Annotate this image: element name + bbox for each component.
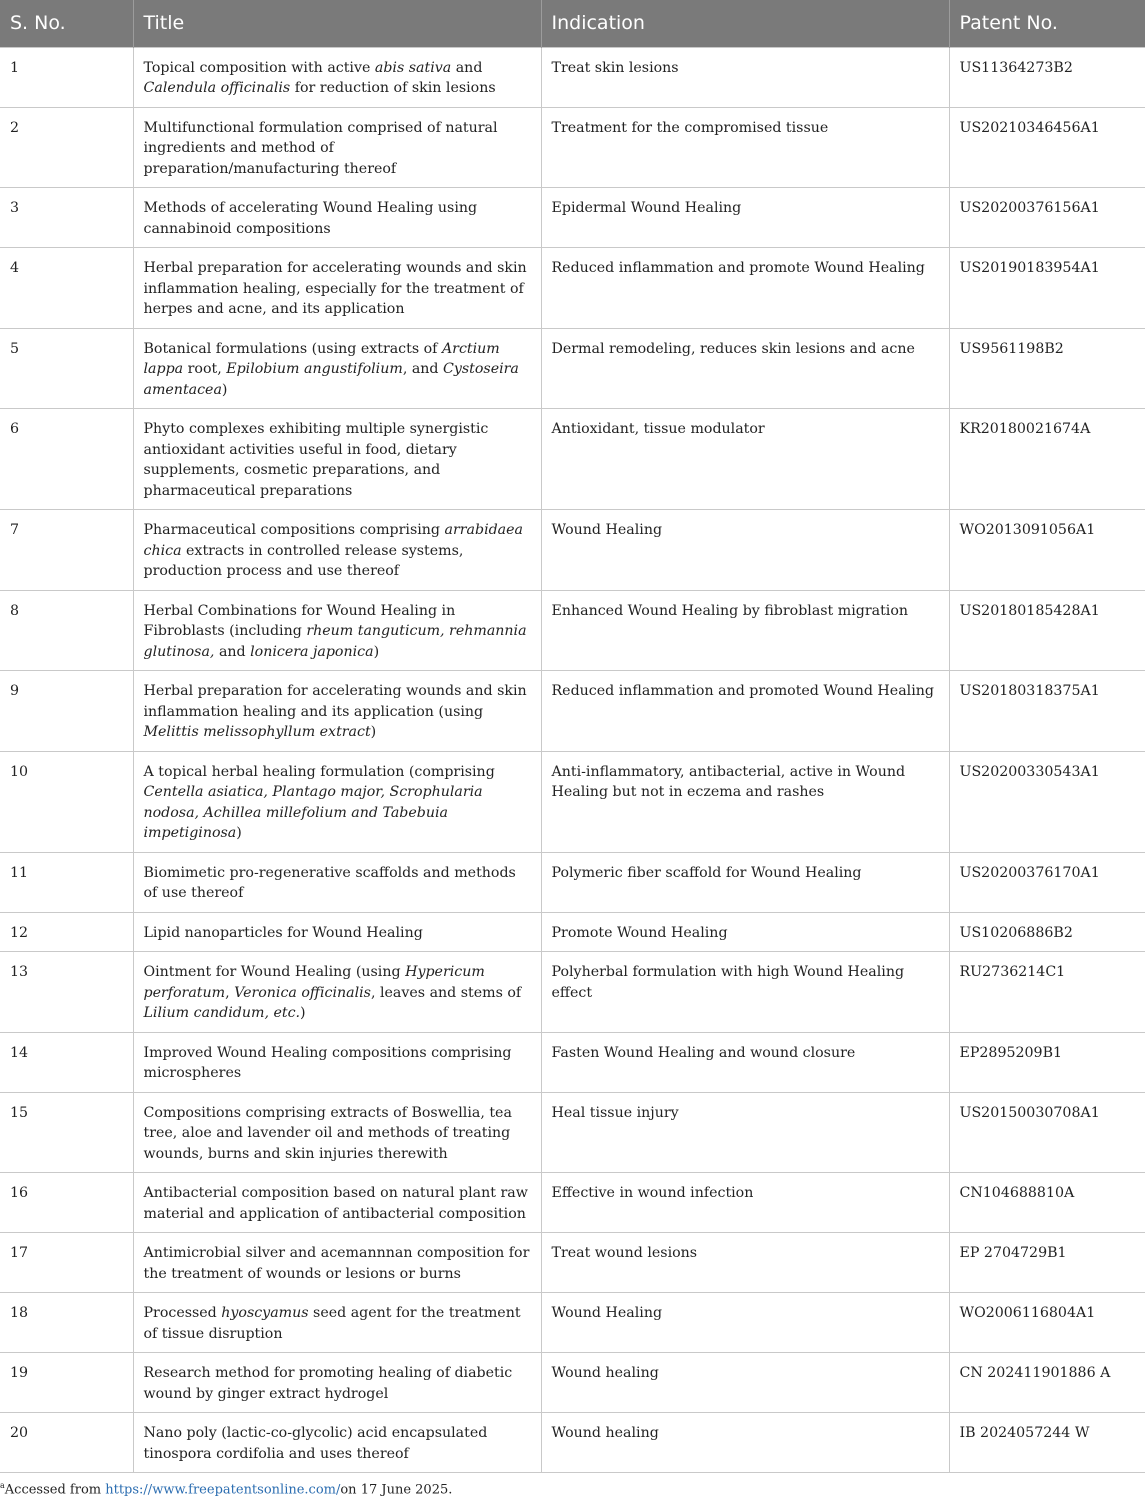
header-title: Title [133, 0, 541, 47]
cell-patent-no: CN104688810A [949, 1173, 1145, 1233]
table-row [0, 751, 1145, 852]
title-segment: extracts in controlled release systems, production process and use thereof [143, 542, 464, 579]
cell-patent-no: US9561198B2 [949, 328, 1145, 409]
cell-sno: 15 [0, 1092, 133, 1173]
title-segment: A topical herbal healing formulation (comprising [143, 763, 495, 780]
cell-indication: Wound healing [541, 1413, 949, 1473]
cell-patent-no: RU2736214C1 [949, 952, 1145, 1033]
cell-patent-no: US10206886B2 [949, 912, 1145, 952]
cell-title [133, 328, 541, 409]
cell-title [133, 188, 541, 248]
cell-patent-no: US20200330543A1 [949, 751, 1145, 852]
title-segment: and [451, 59, 483, 76]
cell-indication: Dermal remodeling, reduces skin lesions and acne [541, 328, 949, 409]
cell-sno: 12 [0, 912, 133, 952]
title-italic-segment: abis sativa [374, 59, 452, 76]
title-segment: Methods of accelerating Wound Healing using cannabinoid compositions [143, 200, 478, 237]
cell-indication: Reduced inflammation and promote Wound Healing [541, 248, 949, 329]
title-segment: for reduction of skin lesions [290, 80, 496, 96]
title-italic-segment: Melittis melissophyllum extract [143, 724, 371, 740]
cell-patent-no: US20200376170A1 [949, 852, 1145, 912]
title-segment: Topical composition with active [143, 59, 375, 76]
cell-sno: 2 [0, 107, 133, 188]
table-row [0, 1293, 1145, 1353]
cell-sno: 4 [0, 248, 133, 329]
title-segment: and [214, 643, 251, 660]
cell-indication: Effective in wound infection [541, 1173, 949, 1233]
title-italic-segment: Lilium candidum, etc. [143, 1005, 301, 1021]
title-segment: ) [370, 724, 377, 740]
footnote [0, 1473, 1145, 1497]
cell-indication: Reduced inflammation and promoted Wound Healing [541, 671, 949, 752]
cell-title [133, 590, 541, 671]
cell-sno: 11 [0, 852, 133, 912]
cell-patent-no: WO2006116804A1 [949, 1293, 1145, 1353]
title-italic-segment: lonicera japonica [250, 643, 374, 660]
title-italic-segment: Centella asiatica, Plantago major, Scrophularia nodosa, Achillea millefolium and Tabebuia impetiginosa [143, 784, 483, 841]
cell-title [133, 1353, 541, 1413]
title-italic-segment: rheum tanguticum, rehmannia glutinosa, [143, 623, 527, 660]
cell-indication: Heal tissue injury [541, 1092, 949, 1173]
cell-patent-no: EP2895209B1 [949, 1032, 1145, 1092]
cell-sno: 8 [0, 590, 133, 671]
cell-sno: 1 [0, 47, 133, 107]
cell-patent-no: US20190183954A1 [949, 248, 1145, 329]
title-italic-segment: Epilobium angustifolium [226, 361, 403, 377]
cell-indication: Wound healing [541, 1353, 949, 1413]
cell-title [133, 248, 541, 329]
cell-indication: Epidermal Wound Healing [541, 188, 949, 248]
header-row [0, 0, 1145, 47]
cell-patent-no: US20150030708A1 [949, 1092, 1145, 1173]
table-row [0, 1173, 1145, 1233]
title-segment: seed agent for the treatment of tissue disruption [143, 1305, 521, 1342]
table-row [0, 1032, 1145, 1092]
footnote-prefix: Accessed from [4, 1482, 106, 1497]
cell-sno: 7 [0, 510, 133, 591]
table-header [0, 0, 1145, 47]
title-segment: ) [300, 1005, 306, 1021]
title-segment: Lipid nanoparticles for Wound Healing [143, 924, 423, 941]
table-row [0, 1233, 1145, 1293]
table-row [0, 1353, 1145, 1413]
title-segment: Herbal preparation for accelerating wounds and skin inflammation healing, especially for the treatment of herpes and acne, and its application [143, 260, 527, 317]
cell-title [133, 671, 541, 752]
title-segment: Improved Wound Healing compositions comprising microspheres [143, 1044, 512, 1081]
table-row [0, 328, 1145, 409]
cell-indication: Fasten Wound Healing and wound closure [541, 1032, 949, 1092]
title-segment: Botanical formulations (using extracts of [143, 340, 442, 357]
table-body [0, 47, 1145, 1473]
cell-title [133, 1092, 541, 1173]
table-row [0, 1092, 1145, 1173]
cell-indication: Anti-inflammatory, antibacterial, active in Wound Healing but not in eczema and rashes [541, 751, 949, 852]
cell-title [133, 1032, 541, 1092]
title-segment: Pharmaceutical compositions comprising [143, 522, 445, 538]
cell-sno: 9 [0, 671, 133, 752]
title-segment: , and [402, 361, 444, 377]
cell-title [133, 47, 541, 107]
cell-sno: 18 [0, 1293, 133, 1353]
cell-patent-no: US20180318375A1 [949, 671, 1145, 752]
title-segment: Multifunctional formulation comprised of natural ingredients and method of preparation/manufacturing thereof [143, 119, 498, 177]
cell-indication: Treat skin lesions [541, 47, 949, 107]
cell-sno: 20 [0, 1413, 133, 1473]
header-sno: S. No. [0, 0, 133, 47]
title-segment: Biomimetic pro-regenerative scaffolds and methods of use thereof [143, 864, 516, 901]
cell-sno: 5 [0, 328, 133, 409]
cell-indication: Enhanced Wound Healing by fibroblast migration [541, 590, 949, 671]
title-segment: , [225, 984, 235, 1001]
title-segment: Antimicrobial silver and acemannnan composition for the treatment of wounds or lesions or burns [143, 1245, 530, 1282]
table-row [0, 912, 1145, 952]
title-italic-segment: arrabidaea chica [143, 522, 523, 559]
title-segment: Herbal preparation for accelerating wounds and skin inflammation healing and its application (using [143, 683, 527, 720]
cell-patent-no: US11364273B2 [949, 47, 1145, 107]
cell-sno: 17 [0, 1233, 133, 1293]
table-row [0, 248, 1145, 329]
cell-sno: 3 [0, 188, 133, 248]
title-segment: Research method for promoting healing of diabetic wound by ginger extract hydrogel [143, 1365, 513, 1402]
cell-patent-no: US20210346456A1 [949, 107, 1145, 188]
title-segment: Processed [143, 1305, 222, 1321]
header-patent-no: Patent No. [949, 0, 1145, 47]
cell-sno: 16 [0, 1173, 133, 1233]
cell-patent-no: US20200376156A1 [949, 188, 1145, 248]
footnote-link[interactable]: https://www.freepatentsonline.com/ [105, 1482, 341, 1497]
header-indication: Indication [541, 0, 949, 47]
table-row [0, 107, 1145, 188]
title-italic-segment: Calendula officinalis [143, 80, 291, 96]
title-italic-segment: hyoscyamus [221, 1305, 309, 1321]
cell-sno: 19 [0, 1353, 133, 1413]
cell-title [133, 852, 541, 912]
cell-patent-no: CN 202411901886 A [949, 1353, 1145, 1413]
title-italic-segment: Veronica officinalis [234, 984, 371, 1001]
table-row [0, 510, 1145, 591]
table-row [0, 409, 1145, 510]
cell-title [133, 952, 541, 1033]
table-row [0, 852, 1145, 912]
table-row [0, 590, 1145, 671]
cell-indication: Antioxidant, tissue modulator [541, 409, 949, 510]
cell-indication: Treat wound lesions [541, 1233, 949, 1293]
title-segment: Compositions comprising extracts of Boswellia, tea tree, aloe and lavender oil and methods of treating wounds, burns and skin injuries therewith [143, 1104, 512, 1162]
cell-title [133, 912, 541, 952]
cell-indication: Wound Healing [541, 1293, 949, 1353]
cell-title [133, 510, 541, 591]
cell-title [133, 409, 541, 510]
cell-indication: Treatment for the compromised tissue [541, 107, 949, 188]
footnote-marker: a [0, 1481, 5, 1490]
cell-title [133, 107, 541, 188]
title-italic-segment: Arctium lappa [143, 340, 500, 377]
table-row [0, 188, 1145, 248]
title-italic-segment: Cystoseira amentacea [143, 361, 519, 398]
cell-sno: 14 [0, 1032, 133, 1092]
title-segment: ) [236, 825, 242, 841]
cell-sno: 13 [0, 952, 133, 1033]
title-segment: Herbal Combinations for Wound Healing in Fibroblasts (including [143, 602, 456, 639]
cell-patent-no: US20180185428A1 [949, 590, 1145, 671]
cell-title [133, 1173, 541, 1233]
title-segment: Nano poly (lactic-co-glycolic) acid encapsulated tinospora cordifolia and uses thereof [143, 1425, 488, 1462]
cell-sno: 10 [0, 751, 133, 852]
title-segment: root, [183, 361, 227, 377]
title-segment: Ointment for Wound Healing (using [143, 964, 406, 980]
cell-indication: Promote Wound Healing [541, 912, 949, 952]
cell-sno: 6 [0, 409, 133, 510]
cell-indication: Polymeric fiber scaffold for Wound Healing [541, 852, 949, 912]
title-segment: Phyto complexes exhibiting multiple synergistic antioxidant activities useful in food, dietary supplements, cosmetic preparations, and pharmaceutical preparations [143, 421, 489, 499]
title-italic-segment: Hypericum perforatum [143, 964, 485, 1001]
footnote-suffix: on 17 June 2025. [340, 1482, 453, 1497]
cell-patent-no: WO2013091056A1 [949, 510, 1145, 591]
table-row [0, 47, 1145, 107]
title-segment: , leaves and stems of [370, 984, 522, 1001]
cell-title [133, 751, 541, 852]
cell-patent-no: EP 2704729B1 [949, 1233, 1145, 1293]
title-segment: ) [373, 643, 380, 660]
table-row [0, 671, 1145, 752]
cell-indication: Polyherbal formulation with high Wound Healing effect [541, 952, 949, 1033]
table-row [0, 952, 1145, 1033]
cell-patent-no: IB 2024057244 W [949, 1413, 1145, 1473]
cell-title [133, 1233, 541, 1293]
title-segment: ) [221, 381, 228, 398]
cell-indication: Wound Healing [541, 510, 949, 591]
title-segment: Antibacterial composition based on natural plant raw material and application of antibacterial composition [143, 1185, 528, 1222]
cell-patent-no: KR20180021674A [949, 409, 1145, 510]
cell-title [133, 1293, 541, 1353]
